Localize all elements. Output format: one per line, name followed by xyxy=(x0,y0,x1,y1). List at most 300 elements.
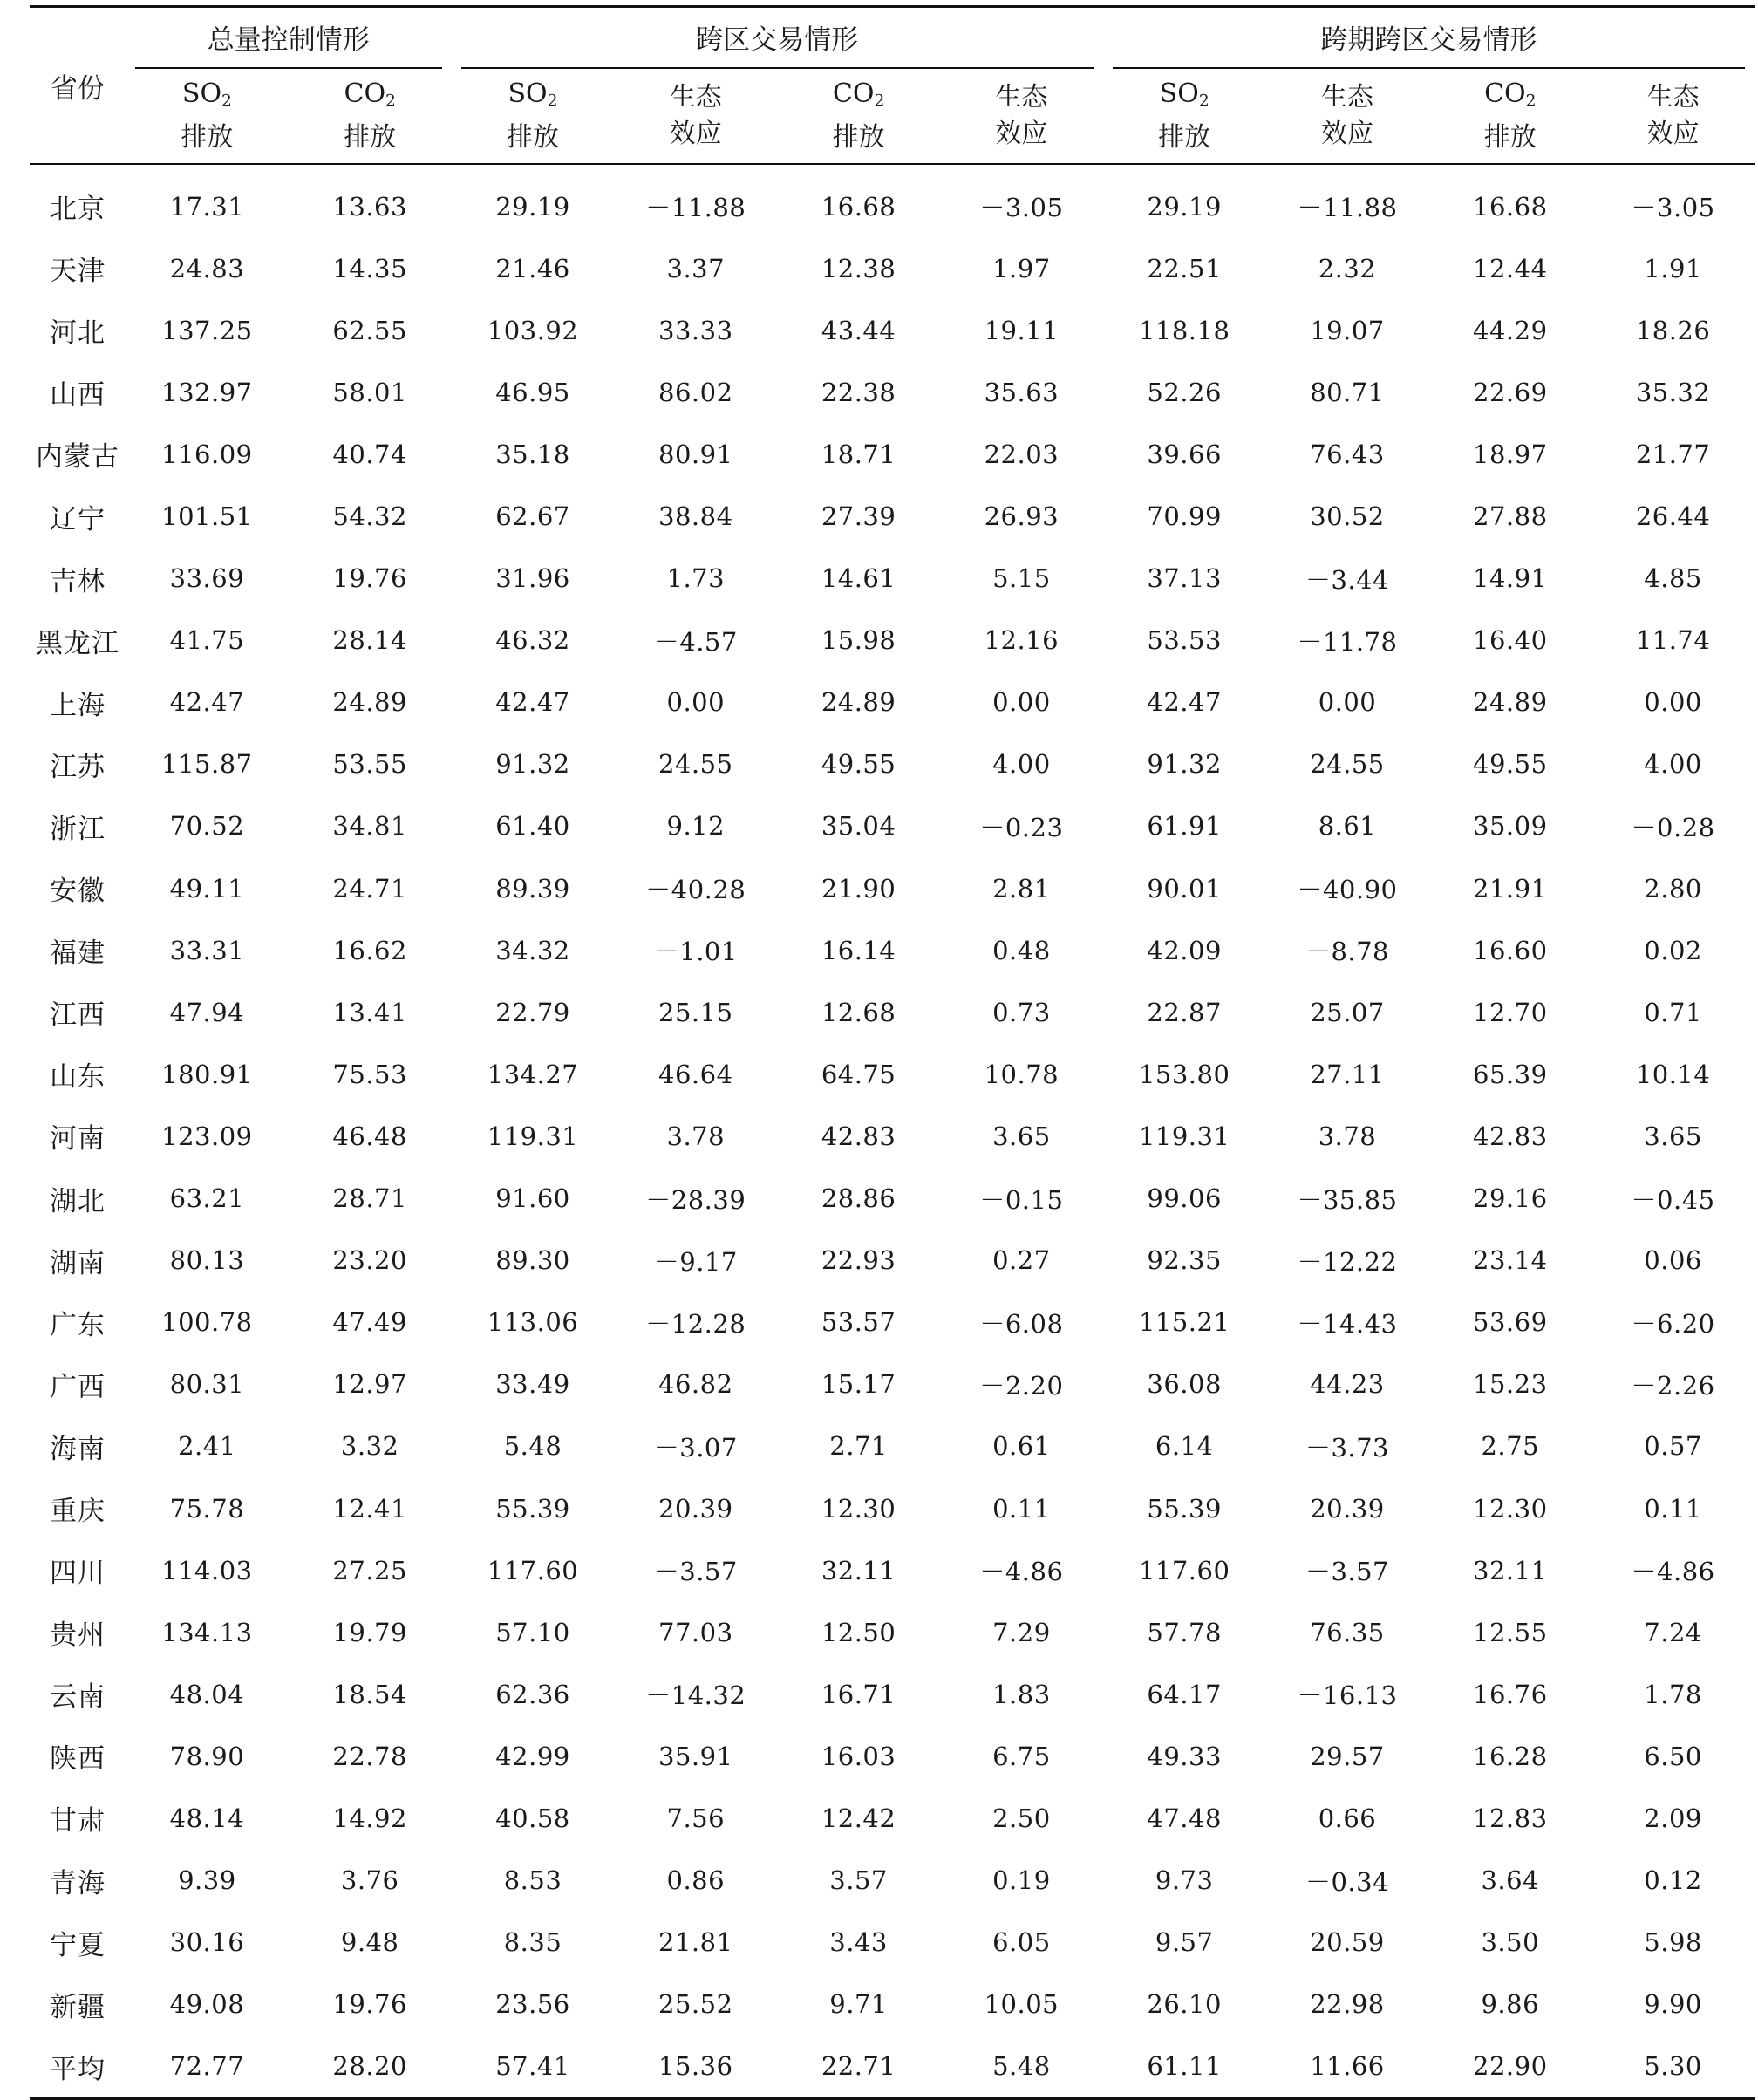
value-cell: 29.19 xyxy=(1147,191,1222,222)
value-cell: 35.91 xyxy=(658,1741,733,1771)
value-cell: 119.31 xyxy=(1138,1121,1230,1151)
value-cell: 24.89 xyxy=(332,687,407,718)
value-cell: 16.28 xyxy=(1473,1741,1548,1771)
table-row xyxy=(30,610,1755,672)
value-cell: 33.69 xyxy=(169,563,245,594)
value-cell: 100.78 xyxy=(161,1307,253,1338)
value-cell: 14.61 xyxy=(821,563,896,594)
value-cell: 13.63 xyxy=(332,191,407,222)
table-body xyxy=(30,164,1755,2098)
province-cell: 四川 xyxy=(50,1558,106,1590)
province-cell: 山东 xyxy=(50,1061,106,1094)
value-cell: 35.63 xyxy=(984,377,1060,407)
value-cell: 32.11 xyxy=(1473,1555,1548,1585)
value-cell: 22.78 xyxy=(332,1741,407,1771)
value-cell: 31.96 xyxy=(495,563,570,594)
value-cell: －6.20 xyxy=(1631,1308,1715,1339)
value-cell: 80.71 xyxy=(1310,377,1385,407)
table-row xyxy=(30,1168,1755,1230)
value-cell: 27.39 xyxy=(821,501,896,532)
table-header xyxy=(30,7,1755,165)
value-cell: 53.69 xyxy=(1473,1307,1548,1338)
value-cell: －0.34 xyxy=(1305,1866,1390,1897)
value-cell: －3.05 xyxy=(979,193,1064,223)
value-cell: 41.75 xyxy=(169,625,245,656)
value-cell: 49.08 xyxy=(169,1989,245,2020)
value-cell: 91.32 xyxy=(1147,749,1222,780)
value-cell: 4.00 xyxy=(992,749,1051,780)
value-cell: 30.16 xyxy=(169,1927,245,1958)
value-cell: 7.56 xyxy=(666,1803,726,1833)
value-cell: 58.01 xyxy=(332,377,407,407)
value-cell: 26.93 xyxy=(984,501,1060,532)
table-row xyxy=(30,1043,1755,1105)
province-cell: 重庆 xyxy=(50,1496,106,1528)
value-cell: 2.81 xyxy=(992,873,1051,903)
co2-label: CO xyxy=(832,78,875,109)
province-cell: 广东 xyxy=(50,1309,106,1341)
value-cell: 80.13 xyxy=(169,1245,245,1276)
value-cell: 48.04 xyxy=(169,1679,245,1709)
value-cell: 117.60 xyxy=(1138,1555,1230,1585)
value-cell: 5.15 xyxy=(992,563,1051,594)
value-cell: 180.91 xyxy=(161,1059,253,1089)
value-cell: 92.35 xyxy=(1147,1245,1222,1276)
province-cell: 甘肃 xyxy=(50,1805,106,1838)
province-cell: 上海 xyxy=(50,689,106,721)
value-cell: 16.03 xyxy=(821,1741,896,1771)
subscript-2: 2 xyxy=(874,92,885,111)
value-cell: 22.93 xyxy=(821,1245,896,1276)
value-cell: 57.78 xyxy=(1147,1617,1222,1647)
value-cell: 0.06 xyxy=(1644,1245,1702,1276)
value-cell: 12.55 xyxy=(1473,1617,1548,1647)
value-cell: 113.06 xyxy=(487,1307,579,1338)
value-cell: 16.76 xyxy=(1473,1679,1548,1709)
value-cell: －3.73 xyxy=(1305,1432,1390,1462)
value-cell: 0.12 xyxy=(1644,1865,1702,1896)
province-cell: 河北 xyxy=(50,317,106,350)
value-cell: 46.82 xyxy=(658,1369,733,1400)
col-header-so2-emission xyxy=(126,69,289,164)
value-cell: 19.11 xyxy=(984,315,1060,345)
value-cell: 46.32 xyxy=(495,625,570,656)
value-cell: 5.48 xyxy=(940,2035,1103,2099)
table-row xyxy=(30,857,1755,919)
value-cell: 46.95 xyxy=(495,377,570,407)
value-cell: －3.57 xyxy=(653,1557,738,1587)
value-cell: 90.01 xyxy=(1147,873,1222,903)
value-cell: 116.09 xyxy=(161,439,253,469)
value-cell: 21.81 xyxy=(658,1927,733,1958)
group-header-total-control xyxy=(126,7,452,70)
value-cell: 6.75 xyxy=(992,1741,1051,1771)
value-cell: 11.74 xyxy=(1635,625,1711,656)
value-cell: 18.54 xyxy=(332,1679,407,1709)
value-cell: 80.31 xyxy=(169,1369,245,1400)
table-row xyxy=(30,1539,1755,1601)
value-cell: 0.11 xyxy=(1644,1493,1702,1524)
value-cell: －11.88 xyxy=(645,193,746,223)
value-cell: 80.91 xyxy=(658,439,733,469)
value-cell: 75.53 xyxy=(332,1059,407,1089)
value-cell: 134.27 xyxy=(487,1059,579,1089)
value-cell: 12.16 xyxy=(984,625,1060,656)
col-header-eco-effect xyxy=(1591,69,1755,164)
eco-label-top: 生态 xyxy=(1646,82,1700,112)
value-cell: 16.14 xyxy=(821,935,896,965)
value-cell: 29.57 xyxy=(1310,1741,1385,1771)
value-cell: 9.73 xyxy=(1155,1865,1214,1896)
value-cell: 25.07 xyxy=(1310,997,1385,1027)
value-cell: －3.07 xyxy=(653,1432,738,1462)
value-cell: 22.71 xyxy=(777,2035,940,2099)
value-cell: －16.13 xyxy=(1297,1681,1398,1711)
value-cell: 2.09 xyxy=(1644,1803,1702,1833)
value-cell: 11.66 xyxy=(1266,2035,1429,2099)
value-cell: 25.15 xyxy=(658,997,733,1027)
value-cell: 22.69 xyxy=(1473,377,1548,407)
co2-label: CO xyxy=(1484,78,1526,109)
value-cell: 19.79 xyxy=(332,1617,407,1647)
eco-label-top: 生态 xyxy=(995,82,1048,112)
province-header: 省份 xyxy=(51,72,105,105)
value-cell: 8.35 xyxy=(503,1927,562,1958)
value-cell: 20.59 xyxy=(1310,1927,1385,1958)
value-cell: 1.91 xyxy=(1644,253,1702,283)
value-cell: 46.64 xyxy=(658,1059,733,1089)
value-cell: 49.11 xyxy=(169,873,245,903)
co2-label: CO xyxy=(344,78,386,109)
value-cell: 42.09 xyxy=(1147,935,1222,965)
value-cell: 22.98 xyxy=(1310,1989,1385,2020)
table-row xyxy=(30,164,1755,237)
province-cell: 北京 xyxy=(50,194,106,226)
value-cell: 2.71 xyxy=(829,1431,888,1462)
value-cell: 62.36 xyxy=(495,1679,570,1709)
value-cell: 3.43 xyxy=(829,1927,888,1958)
table-row xyxy=(30,2035,1755,2099)
value-cell: 12.38 xyxy=(821,253,896,283)
table-row xyxy=(30,1725,1755,1787)
value-cell: －8.78 xyxy=(1305,937,1390,967)
value-cell: 153.80 xyxy=(1138,1059,1230,1089)
emission-label: 排放 xyxy=(1483,122,1537,153)
province-cell: 浙江 xyxy=(50,813,106,845)
value-cell: 101.51 xyxy=(161,501,253,532)
subscript-2: 2 xyxy=(221,92,232,111)
value-cell: 24.83 xyxy=(169,253,245,283)
col-header-so2-emission xyxy=(1103,69,1266,164)
value-cell: 42.99 xyxy=(495,1741,570,1771)
value-cell: 7.29 xyxy=(992,1617,1051,1647)
value-cell: 39.66 xyxy=(1147,439,1222,469)
value-cell: 35.32 xyxy=(1635,377,1711,407)
subscript-2: 2 xyxy=(1198,92,1209,111)
value-cell: 18.26 xyxy=(1635,315,1711,345)
value-cell: 53.57 xyxy=(821,1307,896,1338)
value-cell: 18.71 xyxy=(821,439,896,469)
value-cell: 19.76 xyxy=(332,563,407,594)
value-cell: 22.38 xyxy=(821,377,896,407)
value-cell: －40.90 xyxy=(1297,875,1398,905)
table-row xyxy=(30,1415,1755,1477)
value-cell: 27.11 xyxy=(1310,1059,1385,1089)
province-cell: 辽宁 xyxy=(50,503,106,535)
value-cell: 22.90 xyxy=(1428,2035,1591,2099)
table-row xyxy=(30,361,1755,423)
value-cell: 16.68 xyxy=(1473,191,1548,222)
table-row xyxy=(30,1850,1755,1912)
value-cell: 118.18 xyxy=(1138,315,1230,345)
value-cell: 20.39 xyxy=(1310,1493,1385,1524)
value-cell: 40.58 xyxy=(495,1803,570,1833)
value-cell: 15.36 xyxy=(614,2035,777,2099)
value-cell: 0.73 xyxy=(992,997,1051,1027)
value-cell: 5.48 xyxy=(503,1431,562,1462)
value-cell: 61.40 xyxy=(495,811,570,842)
value-cell: －11.88 xyxy=(1297,193,1398,223)
eco-label-bottom: 效应 xyxy=(1646,119,1700,149)
table-row xyxy=(30,919,1755,981)
value-cell: 123.09 xyxy=(161,1121,253,1151)
header-row-groups xyxy=(30,7,1755,70)
province-cell: 河南 xyxy=(50,1123,106,1156)
value-cell: 0.00 xyxy=(1644,687,1702,718)
value-cell: 22.87 xyxy=(1147,997,1222,1027)
value-cell: 8.53 xyxy=(503,1865,562,1896)
value-cell: 0.19 xyxy=(992,1865,1051,1896)
value-cell: 57.41 xyxy=(452,2035,615,2099)
value-cell: 5.98 xyxy=(1644,1927,1702,1958)
value-cell: 86.02 xyxy=(658,377,733,407)
col-header-eco-effect xyxy=(940,69,1103,164)
value-cell: 12.41 xyxy=(332,1493,407,1524)
so2-label: SO xyxy=(1159,78,1199,109)
value-cell: 119.31 xyxy=(487,1121,579,1151)
value-cell: －0.28 xyxy=(1631,812,1715,842)
value-cell: 20.39 xyxy=(658,1493,733,1524)
value-cell: 91.32 xyxy=(495,749,570,780)
value-cell: 22.51 xyxy=(1147,253,1222,283)
province-cell: 海南 xyxy=(50,1433,106,1465)
value-cell: 24.55 xyxy=(658,749,733,780)
value-cell: 2.80 xyxy=(1644,873,1702,903)
table-row xyxy=(30,485,1755,547)
value-cell: 0.57 xyxy=(1644,1431,1702,1462)
value-cell: 9.86 xyxy=(1481,1989,1540,2020)
group-label-total-control: 总量控制情形 xyxy=(135,17,442,69)
value-cell: 76.43 xyxy=(1310,439,1385,469)
value-cell: 134.13 xyxy=(161,1617,253,1647)
value-cell: 0.00 xyxy=(992,687,1051,718)
value-cell: 42.47 xyxy=(1147,687,1222,718)
value-cell: 16.40 xyxy=(1473,625,1548,656)
value-cell: 27.88 xyxy=(1473,501,1548,532)
value-cell: 3.65 xyxy=(1644,1121,1702,1151)
value-cell: 72.77 xyxy=(126,2035,289,2099)
value-cell: 9.90 xyxy=(1644,1989,1702,2020)
emission-label: 排放 xyxy=(832,122,885,153)
value-cell: 62.67 xyxy=(495,501,570,532)
value-cell: 43.44 xyxy=(821,315,896,345)
table-row xyxy=(30,981,1755,1043)
value-cell: 1.83 xyxy=(992,1679,1051,1709)
value-cell: 61.11 xyxy=(1103,2035,1266,2099)
emission-label: 排放 xyxy=(1158,122,1211,153)
value-cell: 22.79 xyxy=(495,997,570,1027)
value-cell: 49.55 xyxy=(1473,749,1548,780)
province-cell: 湖北 xyxy=(50,1185,106,1217)
value-cell: 42.83 xyxy=(821,1121,896,1151)
value-cell: －4.86 xyxy=(1631,1557,1715,1587)
subscript-2: 2 xyxy=(385,92,396,111)
value-cell: 52.26 xyxy=(1147,377,1222,407)
value-cell: 0.66 xyxy=(1318,1803,1377,1833)
value-cell: 35.18 xyxy=(495,439,570,469)
value-cell: 9.48 xyxy=(340,1927,399,1958)
value-cell: 103.92 xyxy=(487,315,579,345)
value-cell: 23.56 xyxy=(495,1989,570,2020)
table-row xyxy=(30,1230,1755,1292)
value-cell: 38.84 xyxy=(658,501,733,532)
table-row xyxy=(30,1663,1755,1725)
value-cell: 28.14 xyxy=(332,625,407,656)
table-row xyxy=(30,1292,1755,1353)
table-row xyxy=(30,1912,1755,1974)
value-cell: 2.50 xyxy=(992,1803,1051,1833)
value-cell: 42.83 xyxy=(1473,1121,1548,1151)
value-cell: －6.08 xyxy=(979,1308,1064,1339)
value-cell: 75.78 xyxy=(169,1493,245,1524)
value-cell: 19.76 xyxy=(332,1989,407,2020)
value-cell: 54.32 xyxy=(332,501,407,532)
value-cell: 0.00 xyxy=(1318,687,1377,718)
value-cell: 34.32 xyxy=(495,935,570,965)
value-cell: 3.78 xyxy=(666,1121,726,1151)
value-cell: 34.81 xyxy=(332,811,407,842)
value-cell: 0.11 xyxy=(992,1493,1051,1524)
emission-label: 排放 xyxy=(181,122,234,153)
value-cell: 19.07 xyxy=(1310,315,1385,345)
eco-label-bottom: 效应 xyxy=(995,119,1048,149)
value-cell: 4.00 xyxy=(1644,749,1702,780)
value-cell: －0.45 xyxy=(1631,1184,1715,1215)
group-header-cross-period-region xyxy=(1103,7,1755,70)
value-cell: 3.37 xyxy=(666,253,726,283)
col-header-co2-emission xyxy=(1428,69,1591,164)
eco-label-top: 生态 xyxy=(1320,82,1373,112)
value-cell: 28.20 xyxy=(289,2035,452,2099)
table-row xyxy=(30,1787,1755,1849)
table-row xyxy=(30,795,1755,857)
value-cell: 115.87 xyxy=(161,749,253,780)
value-cell: 24.55 xyxy=(1310,749,1385,780)
value-cell: 26.44 xyxy=(1635,501,1711,532)
table-row xyxy=(30,548,1755,610)
value-cell: 0.86 xyxy=(666,1865,726,1896)
province-cell: 山西 xyxy=(50,379,106,412)
col-header-eco-effect xyxy=(1266,69,1429,164)
value-cell: －9.17 xyxy=(653,1246,738,1277)
table-row xyxy=(30,672,1755,733)
value-cell: 64.17 xyxy=(1147,1679,1222,1709)
province-cell: 陕西 xyxy=(50,1743,106,1776)
value-cell: 21.91 xyxy=(1473,873,1548,903)
value-cell: 89.39 xyxy=(495,873,570,903)
value-cell: 0.00 xyxy=(666,687,726,718)
value-cell: －2.20 xyxy=(979,1370,1064,1401)
value-cell: －28.39 xyxy=(645,1184,746,1215)
value-cell: 33.31 xyxy=(169,935,245,965)
value-cell: 3.32 xyxy=(340,1431,399,1462)
value-cell: 10.14 xyxy=(1635,1059,1711,1089)
value-cell: 16.68 xyxy=(821,191,896,222)
value-cell: 40.74 xyxy=(332,439,407,469)
value-cell: 2.32 xyxy=(1318,253,1377,283)
province-cell: 黑龙江 xyxy=(36,627,119,659)
table-row xyxy=(30,1477,1755,1539)
value-cell: 46.48 xyxy=(332,1121,407,1151)
value-cell: －0.15 xyxy=(979,1184,1064,1215)
value-cell: －3.44 xyxy=(1305,564,1390,595)
value-cell: 21.90 xyxy=(821,873,896,903)
value-cell: 33.49 xyxy=(495,1369,570,1400)
value-cell: 24.89 xyxy=(1473,687,1548,718)
value-cell: 117.60 xyxy=(487,1555,579,1585)
value-cell: 29.19 xyxy=(495,191,570,222)
value-cell: 48.14 xyxy=(169,1803,245,1833)
value-cell: －14.32 xyxy=(645,1681,746,1711)
value-cell: 35.04 xyxy=(821,811,896,842)
value-cell: 61.91 xyxy=(1147,811,1222,842)
emissions-table xyxy=(30,5,1755,2100)
value-cell: 78.90 xyxy=(169,1741,245,1771)
value-cell: 6.05 xyxy=(992,1927,1051,1958)
value-cell: －11.78 xyxy=(1297,626,1398,657)
value-cell: 12.97 xyxy=(332,1369,407,1400)
value-cell: －4.57 xyxy=(653,626,738,657)
value-cell: 64.75 xyxy=(821,1059,896,1089)
value-cell: 0.61 xyxy=(992,1431,1051,1462)
value-cell: 47.48 xyxy=(1147,1803,1222,1833)
value-cell: －0.23 xyxy=(979,812,1064,842)
value-cell: 4.85 xyxy=(1644,563,1702,594)
value-cell: 137.25 xyxy=(161,315,253,345)
value-cell: 24.71 xyxy=(332,873,407,903)
province-cell: 安徽 xyxy=(50,876,106,908)
value-cell: 1.73 xyxy=(666,563,726,594)
value-cell: 42.47 xyxy=(495,687,570,718)
value-cell: 55.39 xyxy=(495,1493,570,1524)
value-cell: 17.31 xyxy=(169,191,245,222)
table-row xyxy=(30,1601,1755,1663)
value-cell: 47.94 xyxy=(169,997,245,1027)
value-cell: 9.57 xyxy=(1155,1927,1214,1958)
table-row xyxy=(30,237,1755,299)
province-cell: 内蒙古 xyxy=(36,441,119,474)
value-cell: 12.44 xyxy=(1473,253,1548,283)
value-cell: 44.23 xyxy=(1310,1369,1385,1400)
value-cell: 2.41 xyxy=(178,1431,236,1462)
value-cell: 62.55 xyxy=(332,315,407,345)
value-cell: －3.05 xyxy=(1631,193,1715,223)
value-cell: 14.35 xyxy=(332,253,407,283)
eco-label-bottom: 效应 xyxy=(669,119,722,149)
table-row xyxy=(30,299,1755,361)
emission-label: 排放 xyxy=(344,122,397,153)
value-cell: 2.75 xyxy=(1481,1431,1540,1462)
